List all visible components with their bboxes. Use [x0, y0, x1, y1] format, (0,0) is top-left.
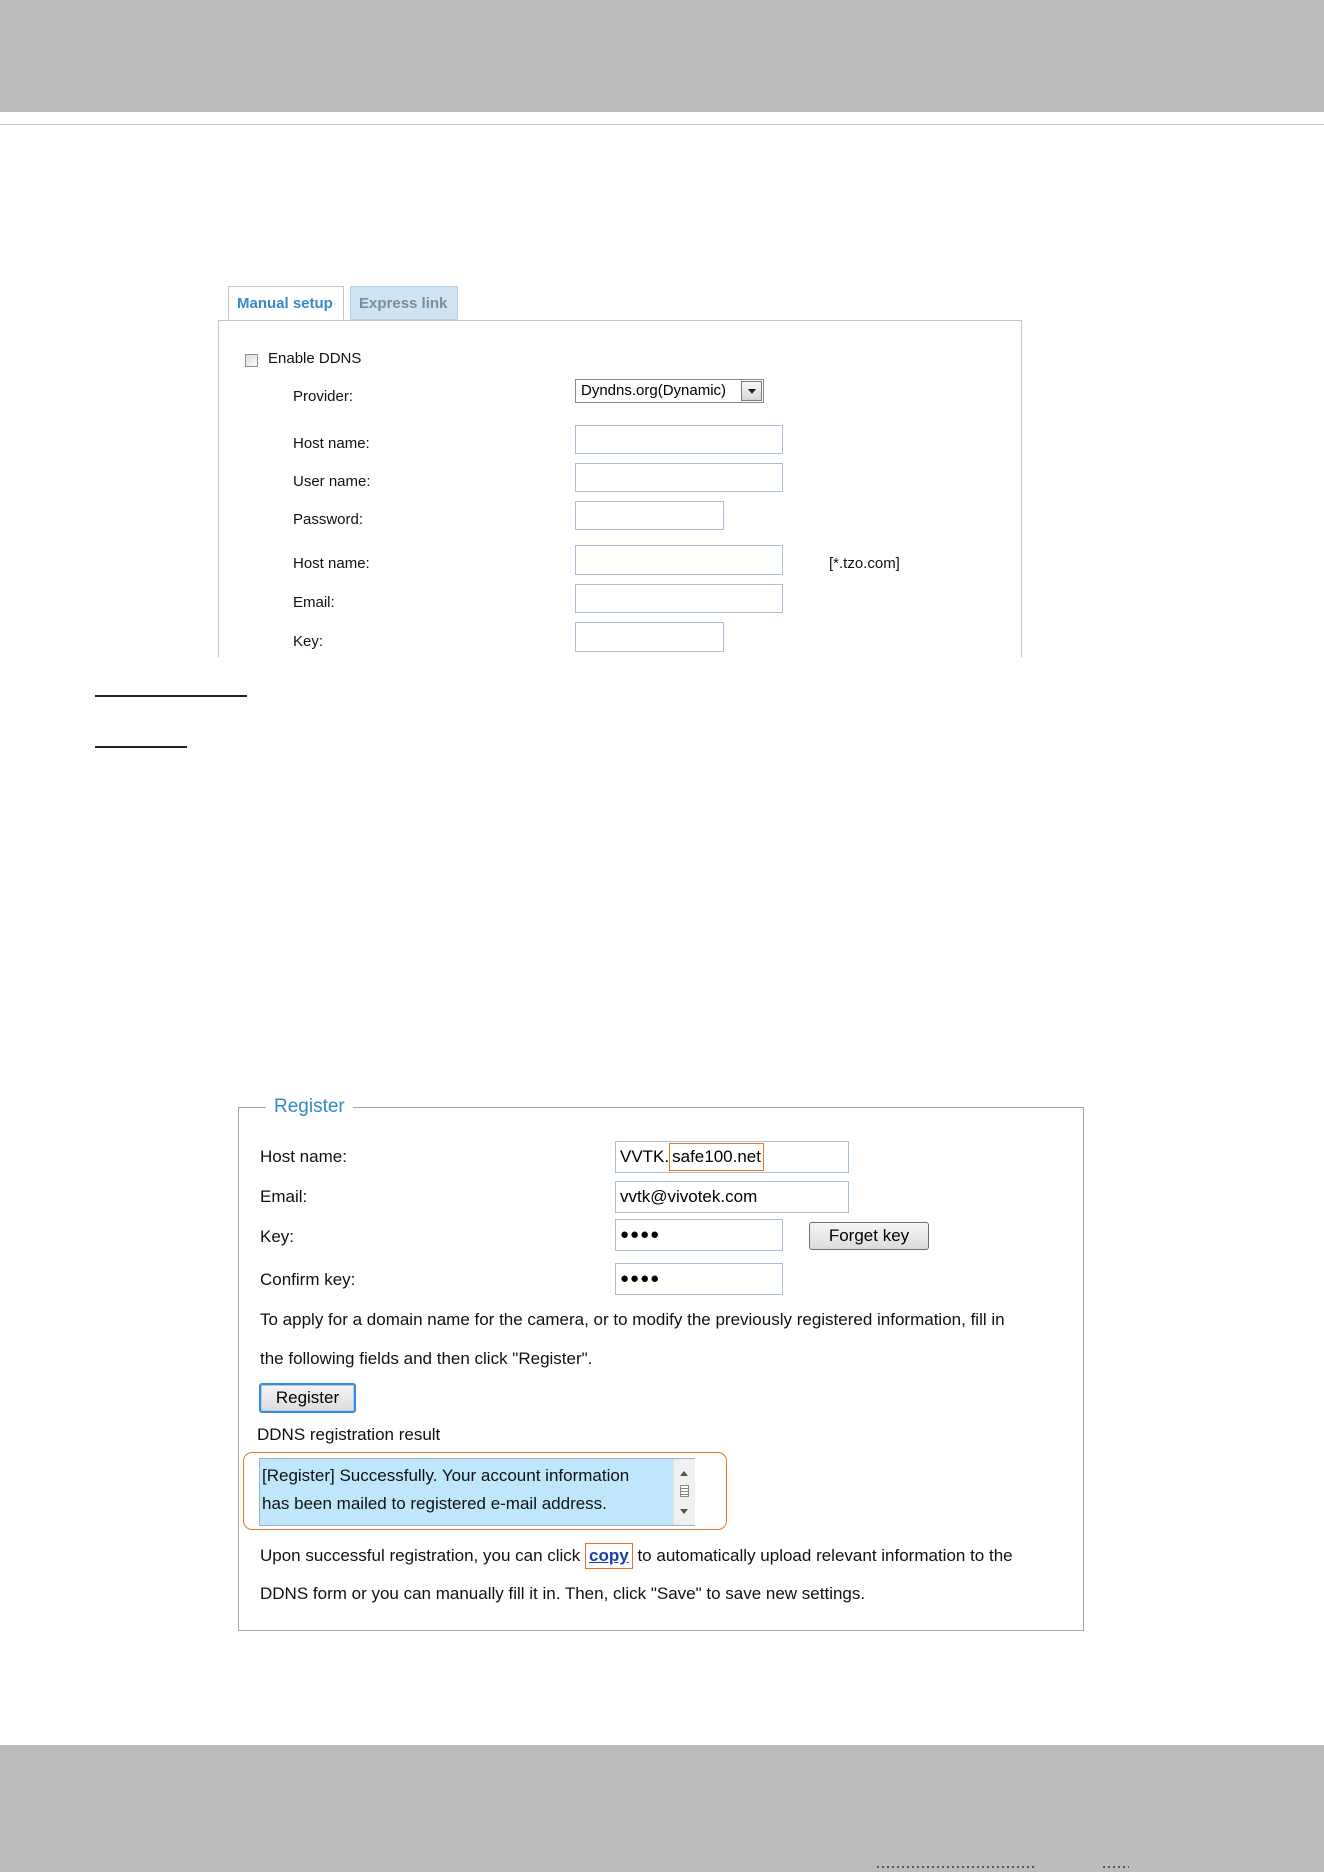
- result-line-2: has been mailed to registered e-mail address.: [262, 1494, 607, 1513]
- footer-dotted-line: [1103, 1866, 1129, 1868]
- enable-ddns-label: Enable DDNS: [268, 350, 362, 367]
- footer-dotted-line: [877, 1866, 1037, 1868]
- heading-underline: [95, 746, 187, 748]
- host-name-domain: safe100.net: [669, 1143, 764, 1171]
- register-email-label: Email:: [260, 1187, 308, 1206]
- provider-select-value: Dyndns.org(Dynamic): [581, 382, 727, 399]
- tab-manual-setup[interactable]: Manual setup: [228, 286, 344, 320]
- heading-underline: [95, 695, 247, 697]
- result-highlight-frame: [243, 1452, 727, 1530]
- after-text-after: to automatically upload relevant information to the: [632, 1546, 1013, 1565]
- after-text-before: Upon successful registration, you can click: [260, 1546, 586, 1565]
- host-name-field[interactable]: [575, 425, 783, 454]
- ddns-registration-result-label: DDNS registration result: [257, 1425, 441, 1444]
- tzo-domain-suffix: [*.tzo.com]: [829, 555, 900, 572]
- key-label: Key:: [293, 633, 324, 650]
- provider-select[interactable]: [575, 379, 764, 403]
- register-host-name-label: Host name:: [260, 1147, 347, 1166]
- register-button[interactable]: Register: [259, 1383, 356, 1413]
- after-registration-line-2: DDNS form or you can manually fill it in. Then, click "Save" to save new settings.: [260, 1584, 866, 1603]
- register-confirm-key-label: Confirm key:: [260, 1270, 356, 1289]
- host-name-prefix: VVTK.: [620, 1147, 670, 1166]
- page-footer-bar: [0, 1745, 1324, 1872]
- user-name-label: User name:: [293, 473, 371, 490]
- password-field[interactable]: [575, 501, 724, 530]
- after-registration-line-1: [260, 1543, 1013, 1569]
- enable-ddns-checkbox[interactable]: [245, 354, 258, 367]
- register-email-field[interactable]: vvtk@vivotek.com: [615, 1181, 849, 1213]
- tab-express-link[interactable]: Express link: [350, 286, 458, 320]
- tzo-host-name-field[interactable]: [575, 545, 783, 575]
- email-label: Email:: [293, 594, 335, 611]
- register-instruction-line-1: To apply for a domain name for the camera, or to modify the previously registered information, fill in: [260, 1310, 1005, 1329]
- copy-link-frame: [585, 1543, 633, 1569]
- forget-key-button[interactable]: Forget key: [809, 1222, 929, 1250]
- provider-label: Provider:: [293, 388, 354, 405]
- tzo-host-name-label: Host name:: [293, 555, 370, 572]
- page-header-bar: [0, 0, 1324, 112]
- email-field[interactable]: [575, 584, 783, 613]
- register-instruction-line-2: the following fields and then click "Register".: [260, 1349, 593, 1368]
- register-key-field[interactable]: ●●●●: [615, 1219, 783, 1251]
- register-host-name-field[interactable]: [615, 1141, 849, 1173]
- register-confirm-key-field[interactable]: ●●●●: [615, 1263, 783, 1295]
- result-line-1: [Register] Successfully. Your account information: [262, 1466, 630, 1485]
- register-legend: Register: [266, 1095, 353, 1119]
- host-name-label: Host name:: [293, 435, 370, 452]
- register-key-label: Key:: [260, 1227, 295, 1246]
- copy-link[interactable]: copy: [589, 1546, 629, 1565]
- user-name-field[interactable]: [575, 463, 783, 492]
- chevron-down-icon[interactable]: [741, 381, 762, 401]
- header-divider: [0, 124, 1324, 125]
- key-field[interactable]: [575, 622, 724, 652]
- password-label: Password:: [293, 511, 364, 528]
